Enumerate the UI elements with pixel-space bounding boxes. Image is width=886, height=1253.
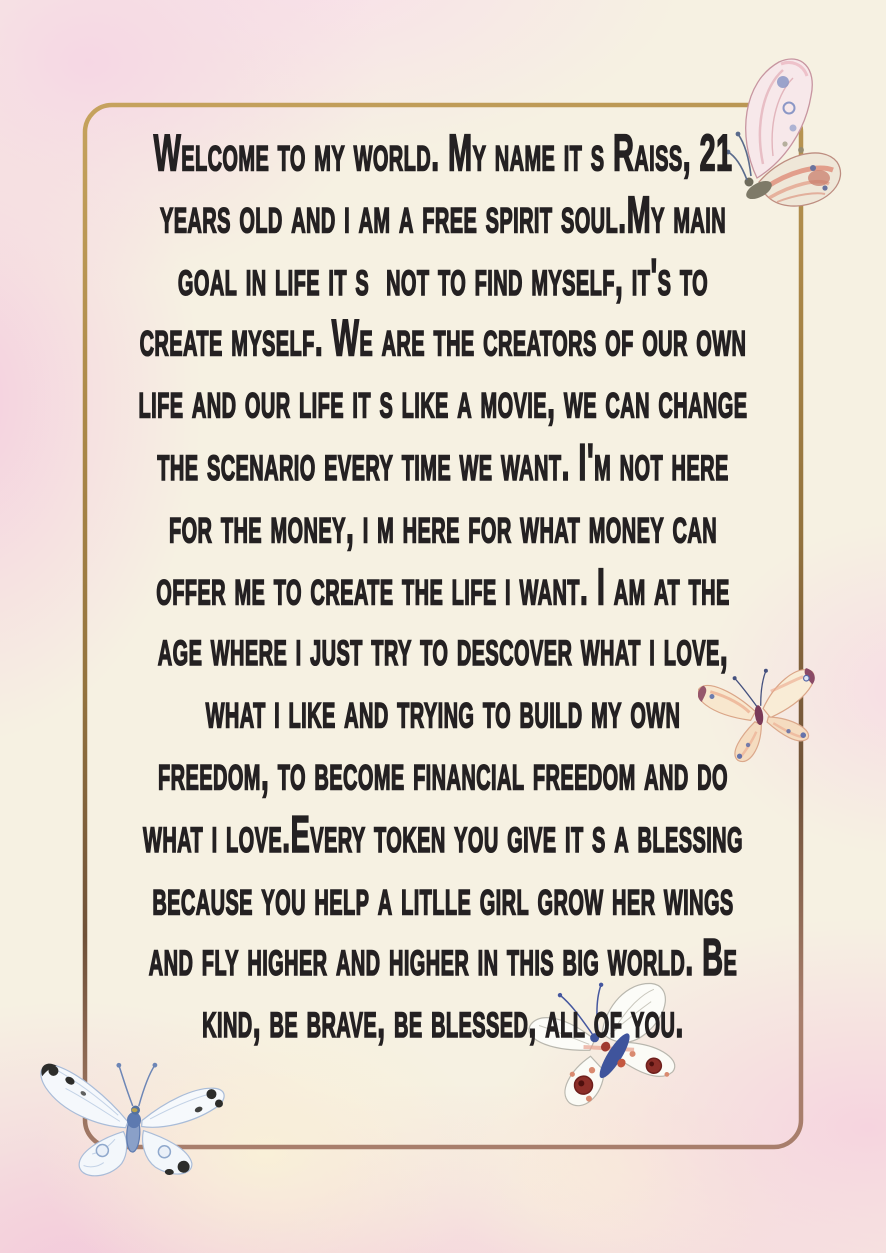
bio-text-line: the scenario every time we want. I'm not here — [157, 435, 729, 493]
bio-text-line: freedom, to become financial freedom and do — [158, 745, 728, 803]
bio-text-line: age where i just try to descover what i love, — [157, 621, 729, 679]
bio-text-line: Welcome to my world. My name it s Raiss, 21 — [153, 125, 733, 183]
bio-text-line: kind, be brave, be blessed, all of you. — [202, 992, 684, 1050]
bio-text-line: and fly higher and higher in this big world. Be — [148, 930, 738, 988]
bio-text-line: life and our life it s like a movie, we can change — [138, 373, 748, 431]
bio-text-line: for the money, i m here for what money can — [168, 497, 718, 555]
bio-text-line: create myself. We are the creators of our own — [139, 311, 747, 369]
bio-text-line: what i love.Every token you give it s a blessing — [143, 807, 743, 865]
bio-text-line: offer me to create the life i want. I am at the — [156, 559, 730, 617]
bio-text — [0, 124, 886, 1053]
bio-text-line: what i like and trying to build my own — [205, 683, 681, 741]
bio-text-line: years old and i am a free spirit soul.My main — [159, 187, 727, 245]
bio-text-line: because you help a litlle girl grow her wings — [152, 869, 734, 927]
bio-text-line: goal in life it s not to find myself, it's to — [177, 249, 709, 307]
butterfly-bottom-left — [30, 1040, 235, 1190]
butterfly-bottom-left-illustration — [30, 1040, 235, 1190]
